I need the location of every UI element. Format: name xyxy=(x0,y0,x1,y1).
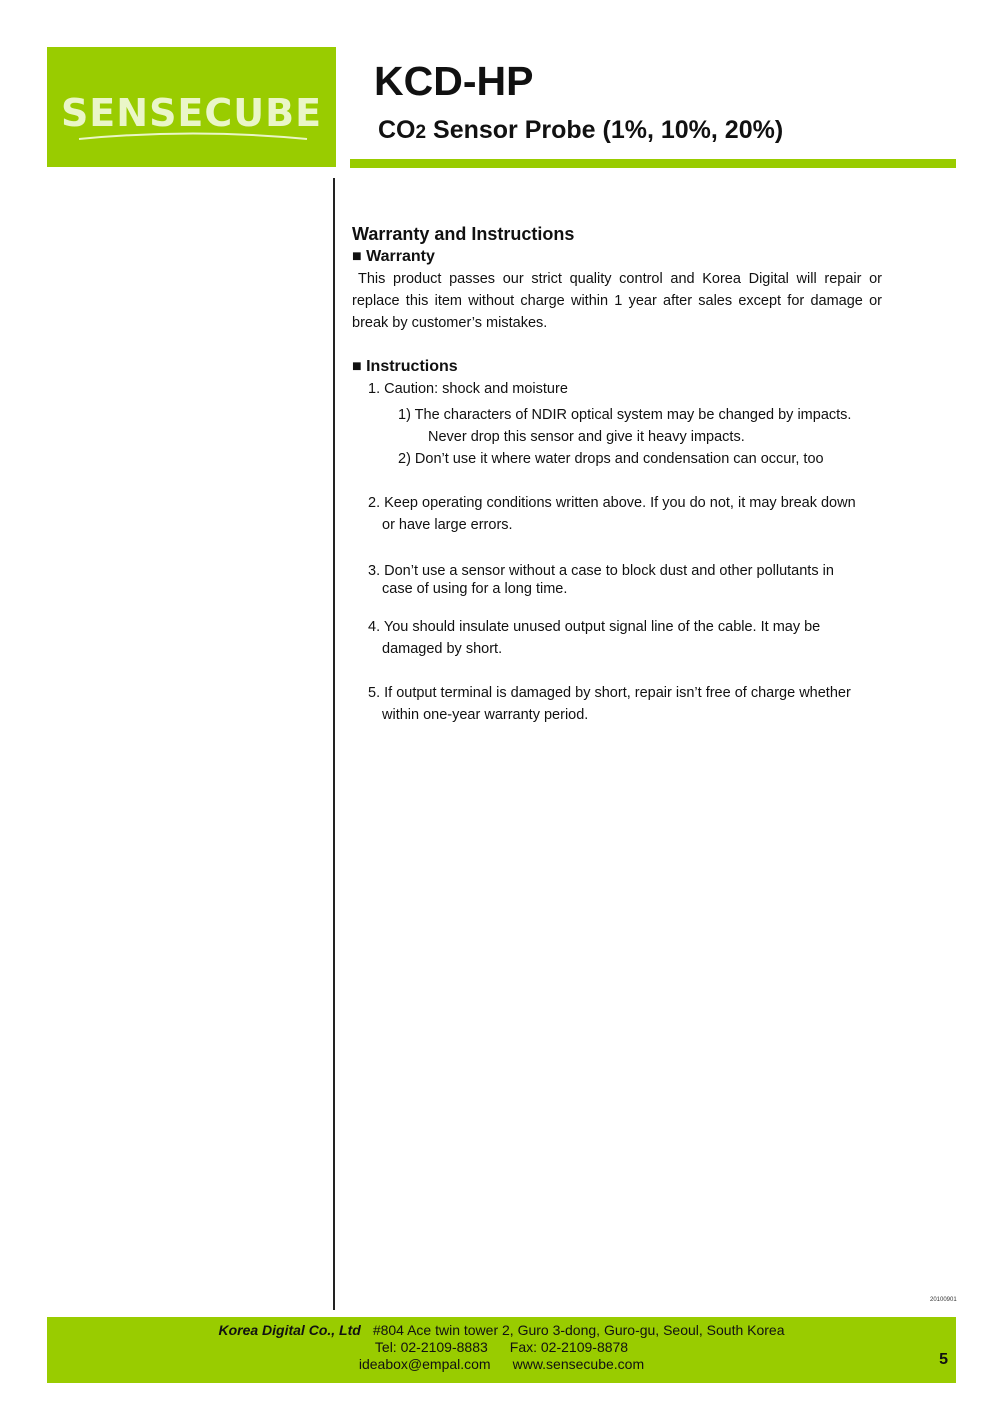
page-number: 5 xyxy=(939,1351,948,1368)
instruction-item-4-cont: damaged by short. xyxy=(382,641,503,657)
instruction-item-1-sub1: 1) The characters of NDIR optical system may be changed by impacts. xyxy=(398,407,852,423)
email-link[interactable]: ideabox@empal.com xyxy=(358,1356,491,1372)
warranty-heading: ■ Warranty xyxy=(352,248,435,265)
subtitle-prefix: CO xyxy=(378,116,416,144)
instruction-item-2: 2. Keep operating conditions written above. If you do not, it may break down xyxy=(368,495,856,511)
logo-text: SENSECUBE xyxy=(60,91,323,135)
section-title: Warranty and Instructions xyxy=(352,224,575,244)
footer-phone-line xyxy=(47,1339,956,1356)
company-address: #804 Ace twin tower 2, Guro 3-dong, Guro-gu, Seoul, South Korea xyxy=(372,1322,785,1338)
brand-logo xyxy=(47,47,336,167)
instruction-item-4: 4. You should insulate unused output signal line of the cable. It may be xyxy=(368,619,821,635)
logo-swoosh-icon xyxy=(77,130,309,142)
instruction-item-1-sub2: 2) Don’t use it where water drops and condensation can occur, too xyxy=(398,451,824,467)
main-content xyxy=(352,222,882,726)
instruction-item-3: 3. Don’t use a sensor without a case to block dust and other pollutants in xyxy=(368,563,834,579)
instruction-item-1-title: 1. Caution: shock and moisture xyxy=(368,381,568,397)
subtitle-rest: Sensor Probe (1%, 10%, 20%) xyxy=(426,116,784,144)
tel-number: Tel: 02-2109-8883 xyxy=(374,1339,488,1355)
instructions-heading: ■ Instructions xyxy=(352,358,458,375)
footer-contact xyxy=(47,1322,956,1373)
instruction-item-1-sub1-cont: Never drop this sensor and give it heavy impacts. xyxy=(428,429,745,445)
footer-address-line xyxy=(47,1322,956,1339)
instruction-item-5: 5. If output terminal is damaged by short, repair isn’t free of charge whether xyxy=(368,685,851,701)
vertical-divider xyxy=(333,178,335,1310)
company-name: Korea Digital Co., Ltd xyxy=(218,1322,361,1338)
footer-web-line xyxy=(47,1356,956,1373)
product-model-title: KCD-HP xyxy=(374,58,534,104)
instruction-item-3-cont: case of using for a long time. xyxy=(382,581,568,597)
instruction-item-2-cont: or have large errors. xyxy=(382,517,513,533)
website-link[interactable]: www.sensecube.com xyxy=(512,1356,645,1372)
footer-bar xyxy=(47,1317,956,1383)
product-subtitle xyxy=(378,116,783,145)
document-code: 20100901 xyxy=(930,1297,957,1303)
warranty-text: This product passes our strict quality control and Korea Digital will repair or replace this item without charge within 1 year after sales except for damage or break by customer’s mistakes. xyxy=(352,271,882,331)
fax-number: Fax: 02-2109-8878 xyxy=(509,1339,629,1355)
header-accent-bar xyxy=(350,159,956,168)
instruction-item-5-cont: within one-year warranty period. xyxy=(382,707,589,723)
subtitle-subscript: 2 xyxy=(415,122,427,143)
